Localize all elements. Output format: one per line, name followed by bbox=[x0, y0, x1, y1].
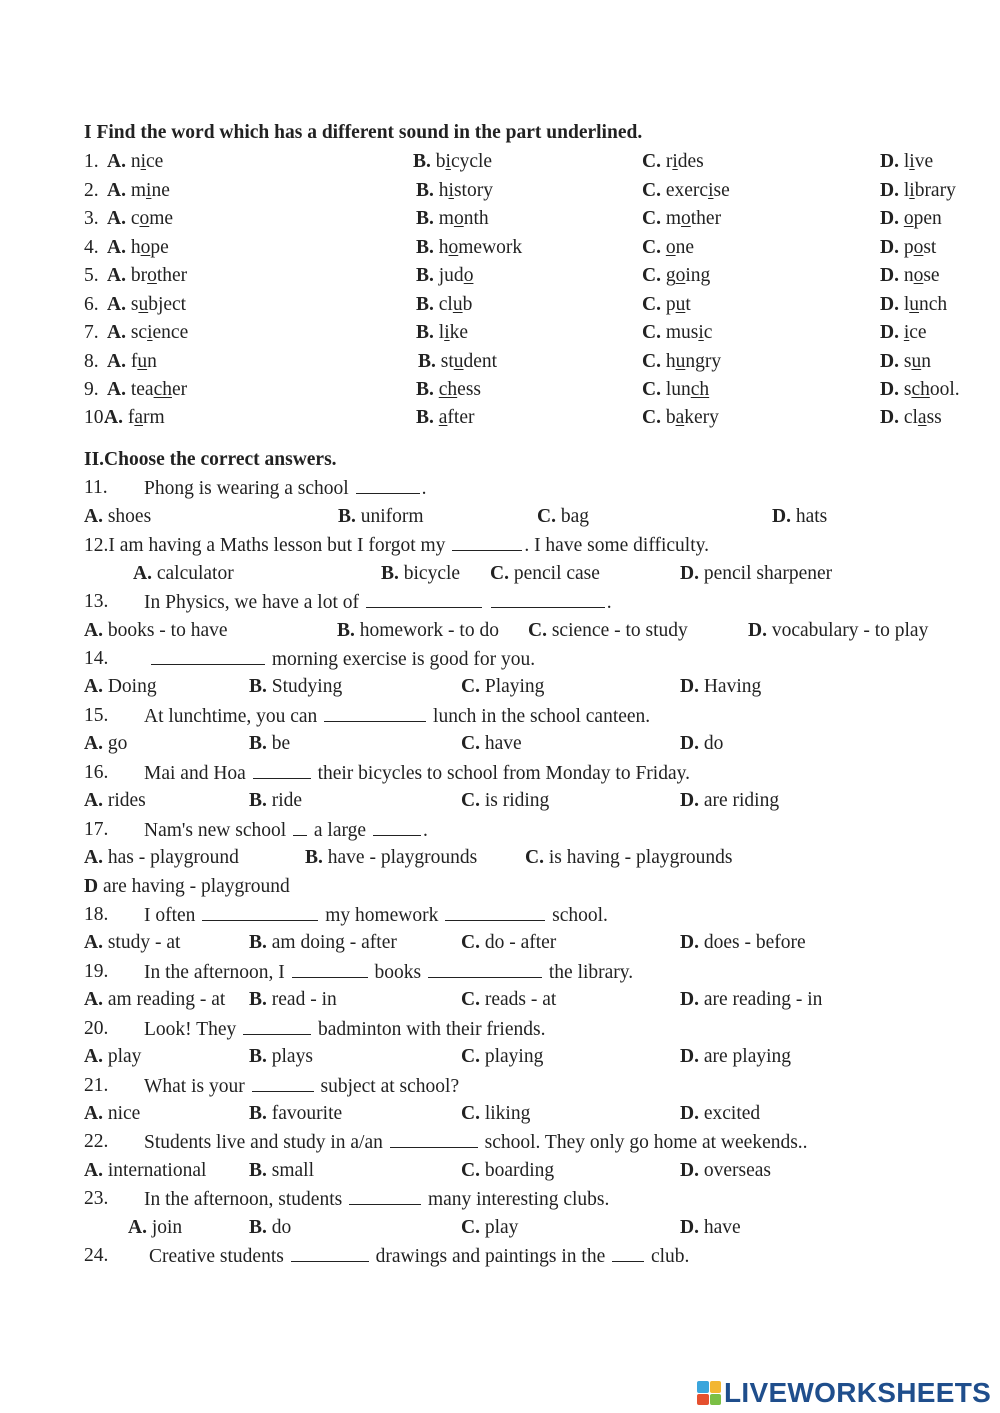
option-c[interactable]: C. liking bbox=[461, 1103, 531, 1124]
question-number: 6. bbox=[84, 294, 99, 315]
answer-blank[interactable] bbox=[445, 902, 545, 921]
answer-blank[interactable] bbox=[252, 1073, 314, 1092]
underlined-letters: i bbox=[909, 151, 915, 172]
option-b[interactable]: B. club bbox=[416, 294, 473, 315]
question-11: 11. Phong is wearing a school . bbox=[84, 477, 427, 499]
underlined-letters: o bbox=[140, 237, 151, 258]
sound-question-7 bbox=[0, 320, 1000, 346]
question-number: 16. bbox=[84, 762, 109, 783]
underlined-letters: ch bbox=[153, 379, 172, 400]
underlined-letters: i bbox=[445, 151, 451, 172]
underlined-letters: u bbox=[137, 351, 148, 372]
answer-blank[interactable] bbox=[491, 589, 605, 608]
option-a[interactable]: A. science bbox=[107, 322, 189, 343]
option-c[interactable]: C. is riding bbox=[461, 790, 550, 811]
question-number: 17. bbox=[84, 819, 109, 840]
option-a[interactable]: A. come bbox=[107, 208, 174, 229]
underlined-letters: a bbox=[675, 407, 685, 428]
underlined-letters: i bbox=[444, 322, 450, 343]
section1-title: I Find the word which has a different sound in the part underlined. bbox=[84, 122, 643, 143]
underlined-letters: i bbox=[909, 180, 915, 201]
underlined-letters: o bbox=[913, 237, 924, 258]
underlined-letters: i bbox=[698, 322, 704, 343]
option-c[interactable]: C. going bbox=[642, 265, 711, 286]
underlined-letters: u bbox=[911, 351, 922, 372]
liveworksheets-logo-icon bbox=[697, 1381, 721, 1405]
option-d[interactable]: D. overseas bbox=[680, 1160, 771, 1181]
option-b[interactable]: B. have - playgrounds bbox=[305, 847, 478, 868]
options-15 bbox=[0, 731, 1000, 757]
option-c[interactable]: C. exercise bbox=[642, 180, 730, 201]
option-a[interactable]: A. play bbox=[84, 1046, 142, 1067]
option-d[interactable]: D. live bbox=[880, 151, 934, 172]
question-text: morning exercise is good for you. bbox=[271, 649, 536, 670]
options-11 bbox=[0, 504, 1000, 530]
option-a[interactable]: A. has - playground bbox=[84, 847, 239, 868]
option-d[interactable]: D. ice bbox=[880, 322, 927, 343]
section2-title: II.Choose the correct answers. bbox=[84, 449, 337, 470]
option-a[interactable]: A. mine bbox=[107, 180, 170, 201]
question-number: 5. bbox=[84, 265, 99, 286]
underlined-letters: ch bbox=[690, 379, 710, 400]
answer-blank[interactable] bbox=[324, 703, 426, 722]
question-16: 16. Mai and Hoa their bicycles to school from Monday to Friday. bbox=[84, 762, 690, 784]
option-d[interactable]: D. vocabulary - to play bbox=[748, 620, 929, 641]
answer-blank[interactable] bbox=[292, 959, 368, 978]
option-c[interactable]: C. lunch bbox=[642, 379, 710, 400]
question-text: In the afternoon, students bbox=[144, 1189, 343, 1210]
option-d[interactable]: D. library bbox=[880, 180, 956, 201]
option-b[interactable]: B. chess bbox=[416, 379, 482, 400]
question-text: I often bbox=[144, 905, 196, 926]
question-number: 3. bbox=[84, 208, 99, 229]
underlined-letters: a bbox=[917, 407, 927, 428]
answer-blank[interactable] bbox=[390, 1129, 478, 1148]
question-text: In the afternoon, I bbox=[144, 962, 285, 983]
option-a[interactable]: A. study - at bbox=[84, 932, 181, 953]
underlined-letters: i bbox=[448, 180, 454, 201]
option-d[interactable]: D. school. bbox=[880, 379, 960, 400]
options-16 bbox=[0, 788, 1000, 814]
option-a[interactable]: A. books - to have bbox=[84, 620, 228, 641]
underlined-letters: o bbox=[448, 237, 459, 258]
sound-question-6 bbox=[0, 292, 1000, 318]
option-d[interactable]: D. hats bbox=[772, 506, 828, 527]
options-22 bbox=[0, 1158, 1000, 1184]
question-text: I am having a Maths lesson but I forgot my bbox=[108, 535, 446, 556]
option-d[interactable]: D. have bbox=[680, 1217, 741, 1238]
underlined-letters: o bbox=[463, 265, 474, 286]
question-17: 17. Nam's new school a large . bbox=[84, 819, 428, 841]
answer-blank[interactable] bbox=[612, 1243, 644, 1262]
question-20: 20. Look! They badminton with their friends. bbox=[84, 1018, 546, 1040]
sound-question-8 bbox=[0, 349, 1000, 375]
option-a[interactable]: A. international bbox=[84, 1160, 207, 1181]
option-d[interactable]: D are having - playground bbox=[84, 876, 290, 897]
underlined-letters: o bbox=[139, 208, 150, 229]
question-14 bbox=[0, 646, 1000, 672]
options-14 bbox=[0, 674, 1000, 700]
option-c[interactable]: C. have bbox=[461, 733, 522, 754]
question-text: In Physics, we have a lot of bbox=[144, 592, 359, 613]
question-text: Nam's new school bbox=[144, 820, 287, 841]
option-c[interactable]: C. pencil case bbox=[490, 563, 600, 584]
option-c[interactable]: C. music bbox=[642, 322, 713, 343]
underlined-letters: o bbox=[903, 208, 914, 229]
option-c[interactable]: C. hungry bbox=[642, 351, 722, 372]
sound-question-4 bbox=[0, 235, 1000, 261]
answer-blank[interactable] bbox=[428, 959, 542, 978]
option-c[interactable]: C. Playing bbox=[461, 676, 545, 697]
option-b[interactable]: B. judo bbox=[416, 265, 474, 286]
option-d[interactable]: D. are reading - in bbox=[680, 989, 823, 1010]
option-c[interactable]: C. do - after bbox=[461, 932, 557, 953]
question-number: 10. bbox=[84, 407, 109, 428]
sound-question-10 bbox=[0, 405, 1000, 431]
option-a[interactable]: A. brother bbox=[107, 265, 188, 286]
question-text: At lunchtime, you can bbox=[144, 706, 318, 727]
sound-question-5 bbox=[0, 263, 1000, 289]
underlined-letters: u bbox=[675, 294, 686, 315]
option-b[interactable]: B. small bbox=[249, 1160, 315, 1181]
option-c[interactable]: C. is having - playgrounds bbox=[525, 847, 733, 868]
option-b[interactable]: B. history bbox=[416, 180, 493, 201]
option-b[interactable]: B. be bbox=[249, 733, 291, 754]
question-text: Creative students bbox=[149, 1246, 284, 1267]
options-19 bbox=[0, 987, 1000, 1013]
option-b[interactable]: B. student bbox=[418, 351, 498, 372]
sound-question-2 bbox=[0, 178, 1000, 204]
underlined-letters: o bbox=[913, 265, 924, 286]
question-21: 21. What is your subject at school? bbox=[84, 1075, 460, 1097]
option-c[interactable]: C. rides bbox=[642, 151, 704, 172]
underlined-letters: i bbox=[140, 151, 147, 172]
option-b[interactable]: B. month bbox=[416, 208, 489, 229]
answer-blank[interactable] bbox=[452, 532, 522, 551]
question-24: 24. Creative students drawings and paintings in the club. bbox=[84, 1245, 690, 1267]
option-a[interactable]: A. subject bbox=[107, 294, 187, 315]
option-b[interactable]: B. uniform bbox=[338, 506, 424, 527]
options-21 bbox=[0, 1101, 1000, 1127]
question-number: 15. bbox=[84, 705, 109, 726]
underlined-letters: o bbox=[681, 208, 691, 229]
option-c[interactable]: C. bakery bbox=[642, 407, 719, 428]
options-23 bbox=[0, 1215, 1000, 1241]
option-d[interactable]: D. nose bbox=[880, 265, 940, 286]
question-text: What is your bbox=[144, 1076, 245, 1097]
question-23: 23. In the afternoon, students many interesting clubs. bbox=[84, 1188, 610, 1210]
answer-blank[interactable] bbox=[349, 1186, 421, 1205]
question-number: 24. bbox=[84, 1245, 109, 1266]
option-b[interactable]: B. am doing - after bbox=[249, 932, 397, 953]
option-a[interactable]: A. rides bbox=[84, 790, 146, 811]
question-13: 13. In Physics, we have a lot of . bbox=[84, 591, 612, 613]
question-number: 19. bbox=[84, 961, 109, 982]
option-a[interactable]: A. calculator bbox=[133, 563, 234, 584]
option-c[interactable]: C. play bbox=[461, 1217, 519, 1238]
option-b[interactable]: B. bicycle bbox=[381, 563, 461, 584]
question-text: Students live and study in a/an bbox=[144, 1132, 383, 1153]
sound-question-3 bbox=[0, 206, 1000, 232]
answer-blank[interactable] bbox=[253, 760, 311, 779]
option-a[interactable]: A. join bbox=[128, 1217, 183, 1238]
question-number: 23. bbox=[84, 1188, 109, 1209]
question-15: 15. At lunchtime, you can lunch in the school canteen. bbox=[84, 705, 651, 727]
underlined-letters: u bbox=[909, 294, 920, 315]
question-number: 1. bbox=[84, 151, 99, 172]
question-text: Look! They bbox=[144, 1019, 237, 1040]
question-text: Mai and Hoa bbox=[144, 763, 246, 784]
option-d[interactable]: D. are riding bbox=[680, 790, 780, 811]
option-d[interactable]: D. excited bbox=[680, 1103, 761, 1124]
question-number: 2. bbox=[84, 180, 99, 201]
question-number: 8. bbox=[84, 351, 99, 372]
question-number: 12. bbox=[84, 535, 109, 556]
option-c[interactable]: C. one bbox=[642, 237, 694, 258]
underlined-letters: i bbox=[708, 180, 714, 201]
answer-blank[interactable] bbox=[366, 589, 482, 608]
option-c[interactable]: C. science - to study bbox=[528, 620, 688, 641]
options-13 bbox=[0, 618, 1000, 644]
option-a[interactable]: A. Doing bbox=[84, 676, 157, 697]
option-d[interactable]: D. class bbox=[880, 407, 942, 428]
option-b[interactable]: B. homework - to do bbox=[337, 620, 499, 641]
answer-blank[interactable] bbox=[293, 817, 307, 836]
question-number: 11. bbox=[84, 477, 108, 498]
option-b[interactable]: B. Studying bbox=[249, 676, 343, 697]
answer-blank[interactable] bbox=[243, 1016, 311, 1035]
brand-name: LIVEWORKSHEETS bbox=[724, 1377, 992, 1408]
question-text: Phong is wearing a school bbox=[144, 478, 349, 499]
underlined-letters: u bbox=[453, 351, 464, 372]
question-19: 19. In the afternoon, I books the library. bbox=[84, 961, 634, 983]
question-number: 20. bbox=[84, 1018, 109, 1039]
option-c[interactable]: C. reads - at bbox=[461, 989, 557, 1010]
option-c[interactable]: C. boarding bbox=[461, 1160, 555, 1181]
option-d[interactable]: D. are playing bbox=[680, 1046, 792, 1067]
question-number: 7. bbox=[84, 322, 99, 343]
option-a[interactable]: A. nice bbox=[107, 151, 164, 172]
question-12: 12.I am having a Maths lesson but I forgot my . I have some difficulty. bbox=[0, 532, 1000, 558]
underlined-letters: ch bbox=[911, 379, 930, 400]
answer-blank[interactable] bbox=[202, 902, 318, 921]
underlined-letters: o bbox=[665, 237, 676, 258]
option-a[interactable]: A. fun bbox=[107, 351, 157, 372]
option-c[interactable]: C. put bbox=[642, 294, 691, 315]
answer-blank[interactable] bbox=[291, 1243, 369, 1262]
option-b[interactable]: B. like bbox=[416, 322, 469, 343]
answer-blank[interactable] bbox=[373, 817, 421, 836]
question-22: 22. Students live and study in a/an school. They only go home at weekends.. bbox=[84, 1131, 808, 1153]
option-d[interactable]: D. post bbox=[880, 237, 937, 258]
option-b[interactable]: B. homework bbox=[416, 237, 523, 258]
underlined-letters: i bbox=[903, 322, 910, 343]
option-b[interactable]: B. after bbox=[416, 407, 475, 428]
underlined-letters: i bbox=[147, 322, 153, 343]
option-b[interactable]: B. bicycle bbox=[413, 151, 493, 172]
underlined-letters: o bbox=[453, 208, 464, 229]
liveworksheets-logo[interactable] bbox=[697, 1376, 991, 1410]
underlined-letters: a bbox=[134, 407, 143, 428]
sound-question-1 bbox=[0, 149, 1000, 175]
underlined-letters: u bbox=[138, 294, 149, 315]
underlined-letters: ch bbox=[438, 379, 458, 400]
option-a[interactable]: A. am reading - at bbox=[84, 989, 226, 1010]
option-b[interactable]: B. do bbox=[249, 1217, 292, 1238]
option-b[interactable]: B. favourite bbox=[249, 1103, 343, 1124]
question-number: 4. bbox=[84, 237, 99, 258]
question-number: 14. bbox=[84, 648, 109, 669]
underlined-letters: o bbox=[675, 265, 686, 286]
question-number: 21. bbox=[84, 1075, 109, 1096]
sound-question-9 bbox=[0, 377, 1000, 403]
underlined-letters: i bbox=[672, 151, 678, 172]
options-20 bbox=[0, 1044, 1000, 1070]
underlined-letters: o bbox=[147, 265, 157, 286]
underlined-letters: a bbox=[438, 407, 448, 428]
option-a[interactable]: A. hope bbox=[107, 237, 169, 258]
option-b[interactable]: B. plays bbox=[249, 1046, 313, 1067]
option-d[interactable]: D. do bbox=[680, 733, 724, 754]
option-c[interactable]: C. mother bbox=[642, 208, 722, 229]
question-number: 18. bbox=[84, 904, 109, 925]
option-b[interactable]: B. ride bbox=[249, 790, 303, 811]
option-a[interactable]: A. teacher bbox=[107, 379, 188, 400]
option-a[interactable]: A. nice bbox=[84, 1103, 141, 1124]
question-number: 13. bbox=[84, 591, 109, 612]
options-18 bbox=[0, 930, 1000, 956]
underlined-letters: u bbox=[675, 351, 686, 372]
underlined-letters: i bbox=[146, 180, 152, 201]
option-c[interactable]: C. playing bbox=[461, 1046, 544, 1067]
answer-blank[interactable] bbox=[356, 475, 420, 494]
underlined-letters: u bbox=[452, 294, 463, 315]
option-d[interactable]: D. pencil sharpener bbox=[680, 563, 833, 584]
question-18: 18. I often my homework school. bbox=[84, 904, 608, 926]
option-a[interactable]: A. shoes bbox=[84, 506, 152, 527]
answer-blank[interactable] bbox=[151, 646, 265, 665]
option-d[interactable]: D. does - before bbox=[680, 932, 806, 953]
question-number: 9. bbox=[84, 379, 99, 400]
option-d[interactable]: D. lunch bbox=[880, 294, 948, 315]
options-12 bbox=[0, 561, 1000, 587]
option-d[interactable]: D. open bbox=[880, 208, 942, 229]
question-number: 22. bbox=[84, 1131, 109, 1152]
option-a[interactable]: A. farm bbox=[104, 407, 165, 428]
options-17 bbox=[0, 845, 1000, 871]
option-b[interactable]: B. read - in bbox=[249, 989, 337, 1010]
option-a[interactable]: A. go bbox=[84, 733, 128, 754]
option-d[interactable]: D. Having bbox=[680, 676, 762, 697]
option-c[interactable]: C. bag bbox=[537, 506, 589, 527]
options-17-cont bbox=[0, 874, 1000, 900]
option-d[interactable]: D. sun bbox=[880, 351, 931, 372]
